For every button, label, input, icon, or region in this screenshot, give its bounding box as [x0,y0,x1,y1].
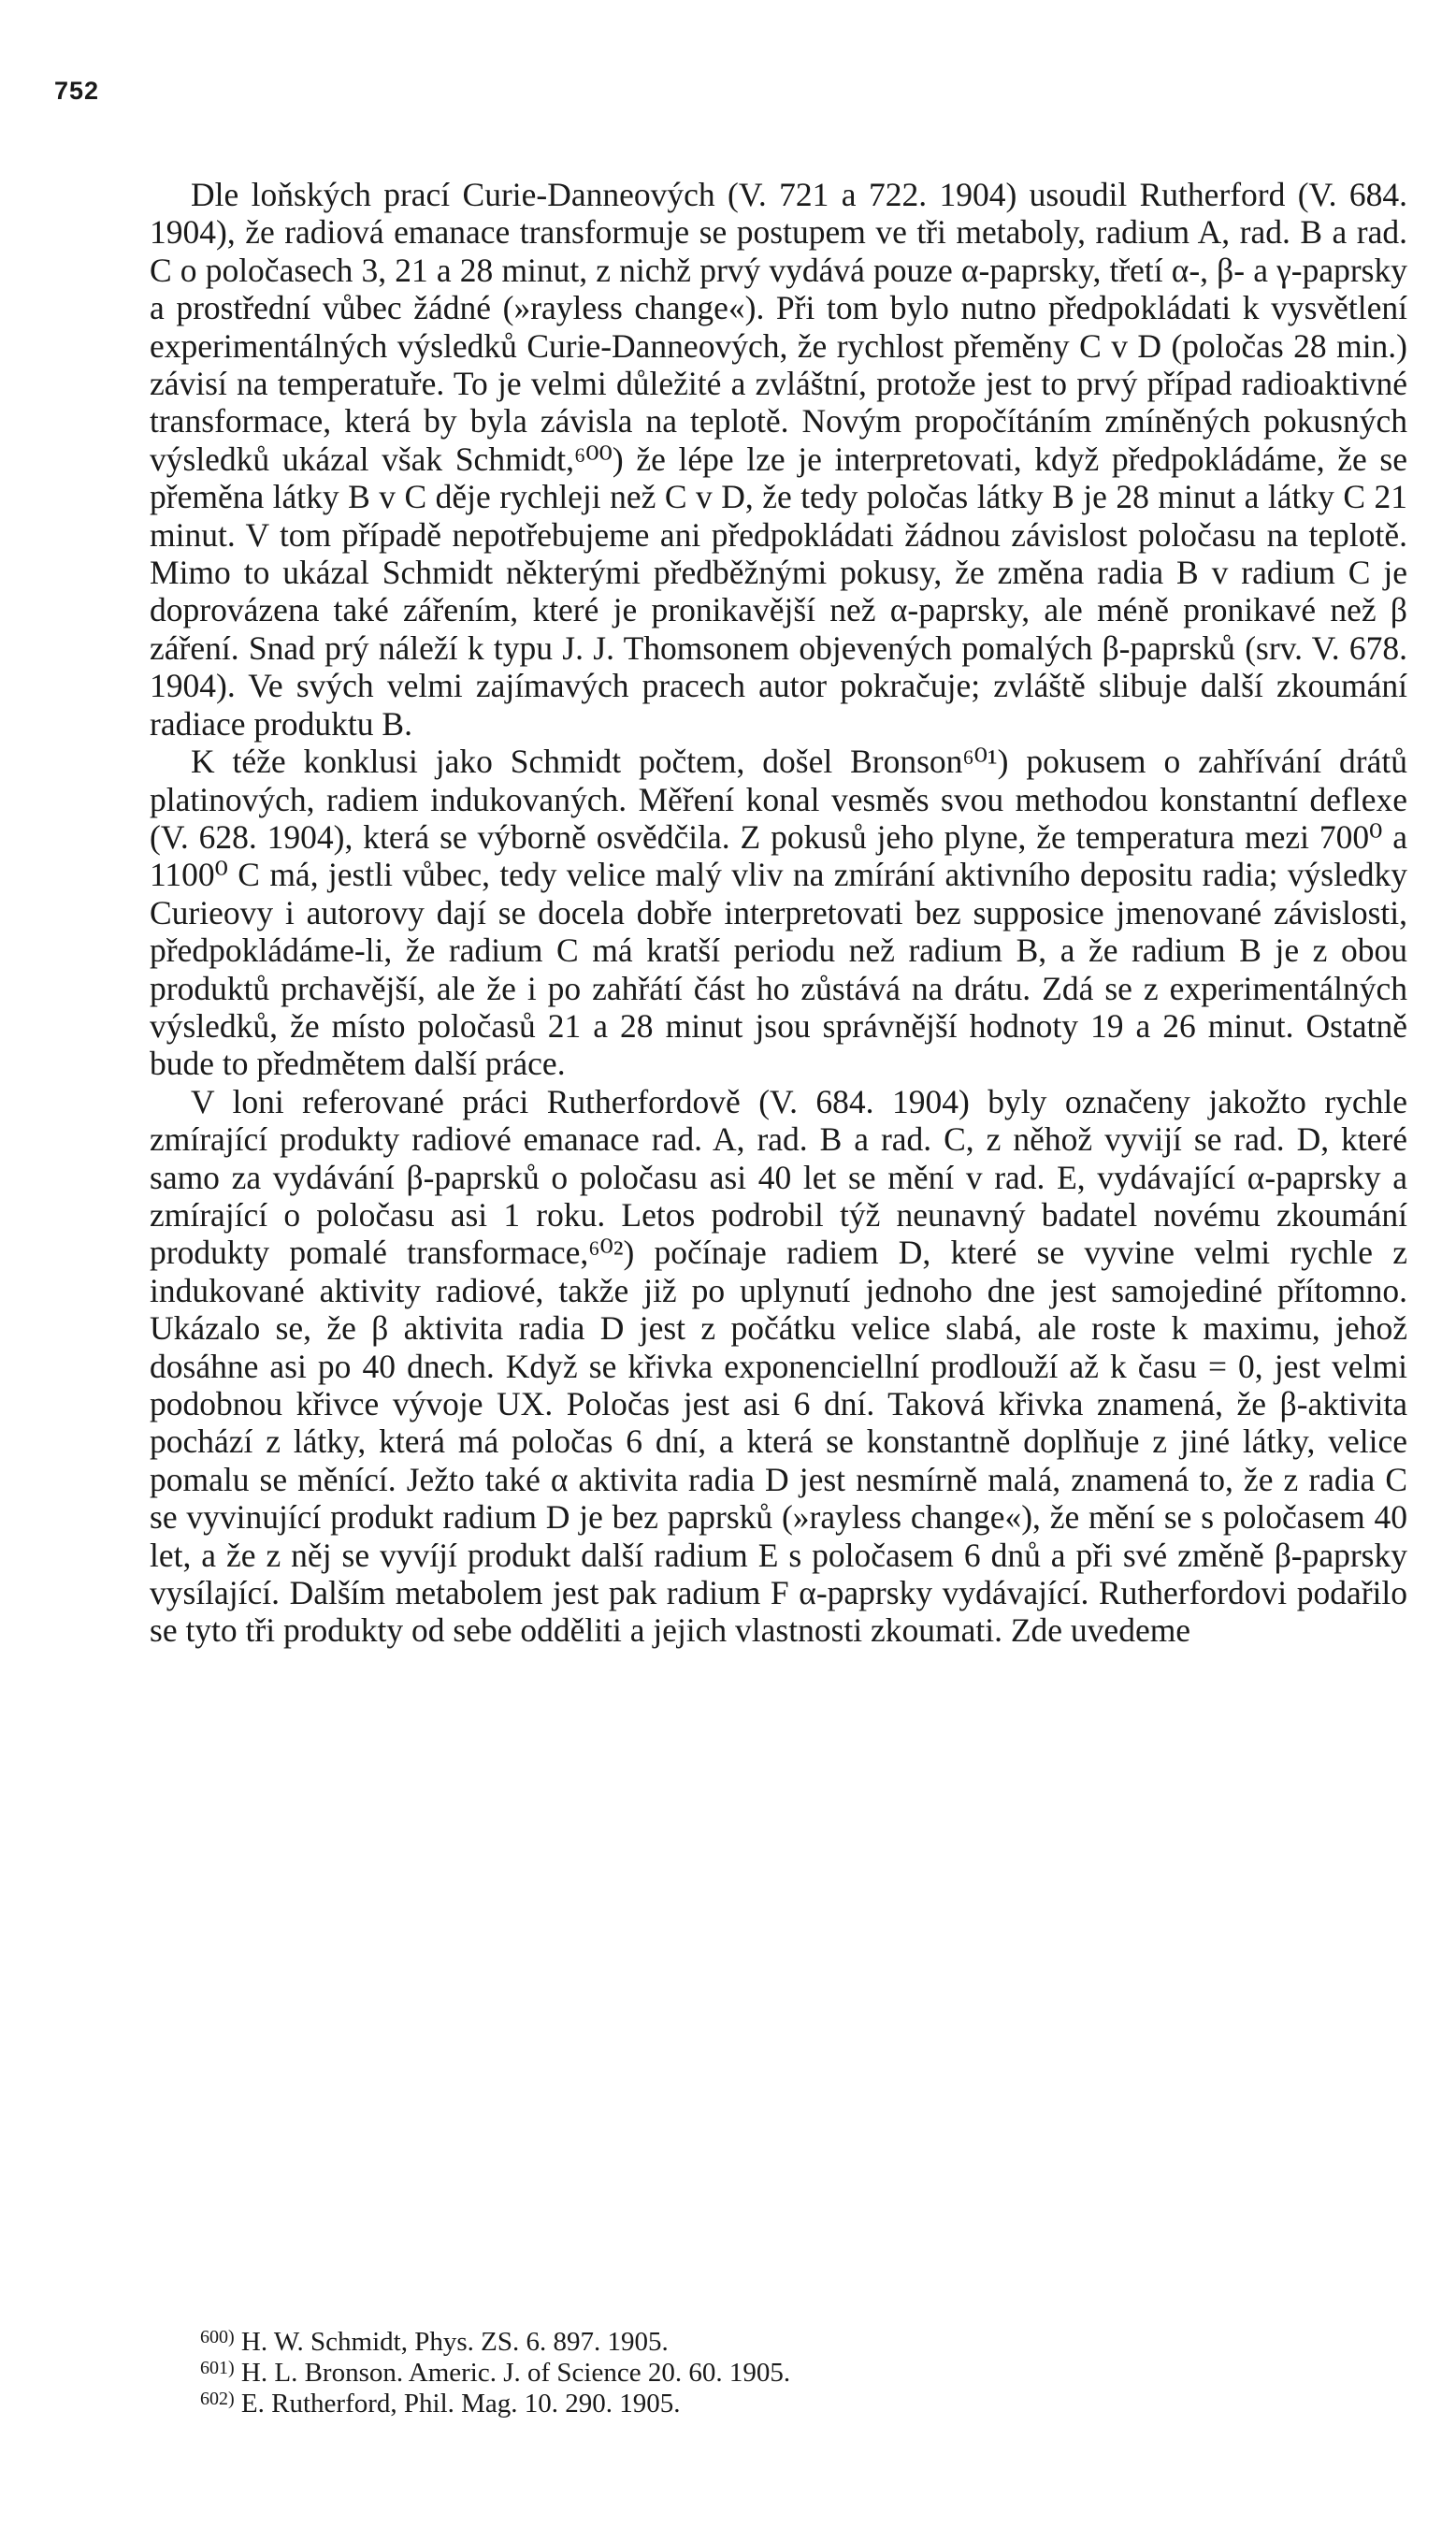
paragraph: Dle loňských prací Curie-Danneových (V. 721 a 722. 1904) usoudil Rutherford (V. 684. 1904), že radiová emanace transformuje se postupem ve tři metaboly, radium A, rad. B a rad. C o poločasech 3, 21 a 28 minut, z nichž prvý vydává pouze α-paprsky, třetí α-, β- a γ-paprsky a prostřední vůbec žádné (»rayless change«). Při tom bylo nutno předpokládati k vysvětlení experimentálných výsledků Curie-Danneových, že rychlost přeměny C v D (poločas 28 min.) závisí na temperatuře. To je velmi důležité a zvláštní, protože jest to prvý případ radioaktivné transformace, která by byla závisla na teplotě. Novým propočítáním zmíněných pokusných výsledků ukázal však Schmidt,⁶⁰⁰) že lépe lze je interpretovati, když předpokládáme, že se přeměna látky B v C děje rychleji než C v D, že tedy poločas látky B je 28 minut a látky C 21 minut. V tom případě nepotřebujeme ani předpokládati žádnou závislost poločasu na teplotě. Mimo to ukázal Schmidt některými předběžnými pokusy, že změna radia B v radium C je doprovázena také zářením, které je pronikavější než α-paprsky, ale méně pronikavé než β záření. Snad prý náleží k typu J. J. Thomsonem objevených pomalých β-paprsků (srv. V. 678. 1904). Ve svých velmi zajímavých pracech autor pokračuje; zvláště slibuje další zkoumání radiace produktu B. [150,176,1407,743]
body-text [150,176,1407,1650]
page-number: 752 [54,77,100,105]
footnote [150,2358,1407,2389]
footnote-text: H. L. Bronson. Americ. J. of Science 20. 60. 1905. [240,2358,791,2388]
paragraph: V loni referované práci Rutherfordově (V. 684. 1904) byly označeny jakožto rychle zmírající produkty radiové emanace rad. A, rad. B a rad. C, z něhož vyvijí se rad. D, které samo za vydávání β-paprsků o poločasu asi 40 let se mění v rad. E, vydávající α-paprsky a zmírající o poločasu asi 1 roku. Letos podrobil týž neunavný badatel novému zkoumání produkty pomalé transformace,⁶⁰²) počínaje radiem D, které se vyvine velmi rychle z indukované aktivity radiové, takže již po uplynutí jednoho dne jest samojediné přítomno. Ukázalo se, že β aktivita radia D jest z počátku velice slabá, ale roste k maximu, jehož dosáhne asi po 40 dnech. Když se křivka exponenciellní prodlouží až k času = 0, jest velmi podobnou křivce vývoje UX. Poločas jest asi 6 dní. Taková křivka znamená, že β-aktivita pochází z látky, která má poločas 6 dní, a která se konstantně doplňuje z jiné látky, velice pomalu se měnící. Ježto také α aktivita radia D jest nesmírně malá, znamená to, že z radia C se vyvinující produkt radium D je bez paprsků (»rayless change«), že mění se s poločasem 40 let, a že z něj se vyvíjí produkt další radium E s poločasem 6 dnů a při své změně β-paprsky vysílající. Dalším metabolem jest pak radium F α-paprsky vydávající. Rutherfordovi podařilo se tyto tři produkty od sebe odděliti a jejich vlastnosti zkoumati. Zde uvedeme [150,1082,1407,1650]
footnote-text: E. Rutherford, Phil. Mag. 10. 290. 1905. [240,2389,681,2419]
paragraph: K téže konklusi jako Schmidt počtem, došel Bronson⁶⁰¹) pokusem o zahřívání drátů platinových, radiem indukovaných. Měření konal vesměs svou methodou konstantní deflexe (V. 628. 1904), která se výborně osvědčila. Z pokusů jeho plyne, že temperatura mezi 700⁰ a 1100⁰ C má, jestli vůbec, tedy velice malý vliv na zmírání aktivního depositu radia; výsledky Curieovy i autorovy dají se docela dobře interpretovati bez supposice jmenované závislosti, předpokládáme-li, že radium C má kratší periodu než radium B, a že radium B je z obou produktů prchavější, ale že i po zahřátí část ho zůstává na drátu. Zdá se z experimentálných výsledků, že místo poločasů 21 a 28 minut jsou správnější hodnoty 19 a 26 minut. Ostatně bude to předmětem další práce. [150,743,1407,1083]
footnote [150,2327,1407,2358]
footnote-mark: 602) [200,2389,235,2409]
footnote-mark: 601) [200,2358,235,2378]
footnote [150,2389,1407,2419]
footnotes [150,2327,1407,2419]
footnote-text: H. W. Schmidt, Phys. ZS. 6. 897. 1905. [240,2327,669,2357]
footnote-mark: 600) [200,2327,235,2347]
